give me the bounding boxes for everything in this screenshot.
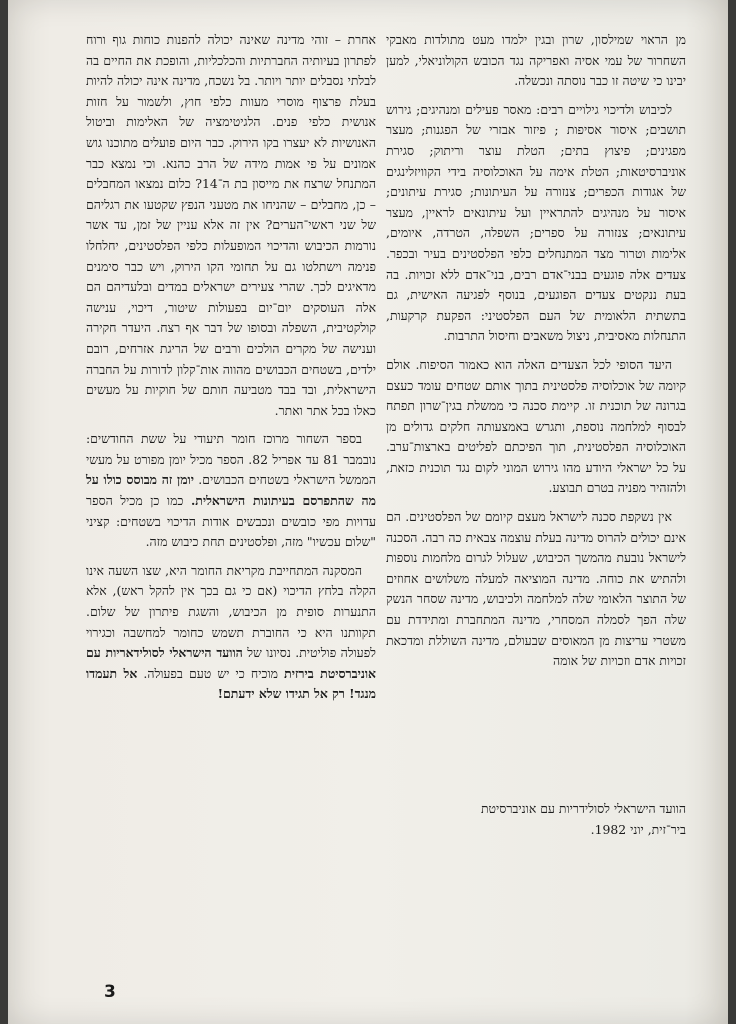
left-paragraph-3-text-b: מוכיח כי יש טעם בפעולה. [143, 665, 279, 681]
right-paragraph-1: מן הראוי שמילסון, שרון ובגין ילמדו מעט מתולדות מאבקי השחרור של עמי אסיה ואפריקה נגד הכובש הקולוניאלי, למען יבינו כי שיטה זו כבר נוסתה ונכשלה. [386, 32, 686, 89]
left-paragraph-3-bold-a: הוועד הישראלי לסולידאריות עם אוניברסיטת בירזית [86, 645, 376, 681]
right-paragraph-3: היעד הסופי לכל הצעדים האלה הוא כאמור הסיפוח. אולם קיומה של אוכלוסיה פלסטינית בתוך אותם שטחים עומד כעצם בגרונה של תוכנית זו. קיימת סכנה כי ממשלת בגין־שרון תפתח לבסוף למלחמה נוספת, ותגרש באמצעותה חלקים גדולים מן האוכלוסיה הפלסטינית, תוך הפיכתם לפליטים בארצות־ערב. על כל ישראלי היודע מהו גירוש המוני לקום נגד תוכנית כזאת, ולהזהיר מפניה בטרם תבוצע. [386, 356, 686, 496]
right-paragraph-4: אין נשקפת סכנה לישראל מעצם קיומם של הפלסטינים. הם אינם יכולים להרוס מדינה בעלת עוצמה צבאית כה רבה. הסכנה לישראל נובעת מהמשך הכיבוש, שעלול לגרום מלחמות נוספות ולהתיש את כוחה. מדינה המוציאה למעלה משלושים אחוזים של התוצר הלאומי שלה למלחמה ולכיבוש, מדינה שסחר הנשק שלה הפך לסמלה המסחרי, מדינה המתחברת ומתידדת עם משטרי עריצות מן המאוסים שבעולם, מדינה השוללת ומדכאת זכויות אדם וזכויות של אומה [386, 509, 686, 669]
page-number: 3 [104, 982, 116, 1002]
left-paragraph-2-text-a: בספר השחור מרוכז חומר תיעודי על ששת החודשים: נובמבר 81 עד אפריל 82. הספר מכיל יומן מפורט על מעשי הממשל הישראלי בשטחים הכבושים. [86, 431, 376, 488]
document-page [8, 0, 728, 1024]
signature-line-1: הוועד הישראלי לסולידריות עם אוניברסיטת [480, 801, 686, 816]
signature-line-2: ביר־זית, יוני 1982. [590, 822, 686, 837]
right-paragraph-2: לכיבוש ולדיכוי גילויים רבים: מאסר פעילים ומנהיגים; גירוש תושבים; איסור אסיפות ; פיזור אבזרי של הפגנות; מעצר מפגינים; פיצוץ בתים; הטלת עוצר וריתוק; סגירת אוניברסיטאות; הטלת אימה על האוכלוסיה בידי הקוויזלינגים של אגודות הכפרים; צנזורה על העיתונות; סגירת עיתונים; איסור על מנהיגים להתראיין ועל עיתונאים לראיין, מעצר עיתונאים; צנזורה על ספרים; השפלה, הטרדה, איומים, אלימות וטרור מצד המתנחלים כלפי הפלסטינים בעיר ובכפר. צעדים אלה פוגעים בבני־אדם רבים, בני־אדם ללא זכויות. בה בעת ננקטים צעדים הפוגעים, בנוסף לפגיעה האישית, גם בתשתית הלאומית של העם הפלסטיני: הפקעת קרקעות, התנחלות מאסיבית, ניצול משאבים וחיסול התרבות. [386, 101, 686, 344]
left-column [86, 30, 376, 713]
signature-block [386, 798, 686, 840]
left-paragraph-2-bold: יומן זה מבוסס כולו על מה שהתפרסם בעיתונות הישראלית. [86, 472, 376, 509]
left-paragraph-3-text-a: המסקנה המתחייבת מקריאת החומר היא, שצו השעה אינו הקלה בלחץ הדיכוי (אם כי גם בכך אין להקל ראש), אלא התנערות סופית מן הכיבוש, והשגת פיתרון של שלום. תקוותנו היא כי החוברת תשמש כחומר למחשבה וכגירוי לפעולה פוליטית. נסיונו של [86, 562, 376, 661]
left-paragraph-2-text-b: כמו כן מכיל הספר עדויות מפי כובשים ונכבשים אודות הדיכוי בשטחים: קציני "שלום עכשיו" מזה, ופלסטינים תחת כיבוש מזה. [86, 493, 376, 550]
right-column [386, 30, 686, 680]
left-paragraph-2 [86, 429, 376, 553]
left-paragraph-3-bold-b: אל תעמדו מנגד! רק אל תגידו שלא ידעתם! [86, 665, 376, 702]
left-paragraph-1: אחרת – זוהי מדינה שאינה יכולה להפנות כוחות גוף ורוח לפתרון בעיותיה החברתיות והכלכליות, והופכת את החיים בה לבלתי נסבלים יותר ויותר. בל נשכח, מדינה אינה יכולה להיות בעלת פרצוף מוסרי מעוות כלפי חוץ, ולשמור על חזות אנושית כלפי פנים. הלגיטימציה של האלימות וביטול האנושיות לא יעצרו בקו הירוק. כבר היום פועלים מתוכנו גוש אמונים על פי אמות מידה של הרב כהנא. וכי נמצא כבר המתנחל שרצח את מייסון בת ה־14? כלום נמצאו המחבלים – כן, מחבלים – שהניחו את מטעני הנפץ שקטעו את רגליהם של שני ראשי־הערים? אין זה אלא עניין של זמן, עד אשר נורמות הכיבוש והדיכוי המופעלות כלפי הפלסטינים, יחלחלו פנימה וישתלטו גם על תחומי הקו הירוק, ויש כבר סימנים מדאיגים לכך. שהרי צעירים ישראלים במדים ובלעדיהם הם אלה העוסקים יום־יום בפעולות שיטור, דיכוי, ענישה קולקטיבית, השפלה ובסופו של דבר אף רצח. היעדר חקירה וענישה של מקרים הולכים ורבים של הריגת אזרחים, רובם ילדים, בשטחים הכבושים מהווה אות־קלון לדורות על החברה הישראלית, ובד בבד מטביעה חותם של חוקיות על מעשים כאלו בכל אתר ואתר. [86, 32, 376, 418]
left-paragraph-3 [86, 561, 376, 705]
